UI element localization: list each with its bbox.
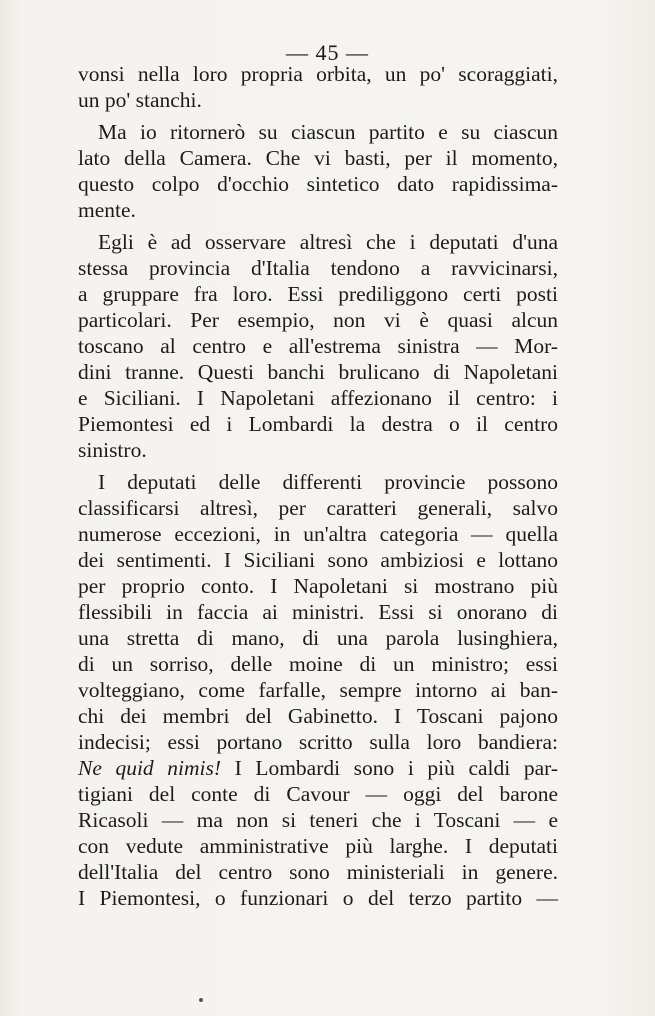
text-line: particolari. Per esempio, non vi è quasi alcun: [78, 308, 558, 332]
text-line: classificarsi altresì, per caratteri generali, salvo: [78, 496, 558, 520]
text-line: questo colpo d'occhio sintetico dato rapidissima-: [78, 172, 558, 196]
body-text: [78, 61, 558, 911]
text-line: dini tranne. Questi banchi brulicano di Napoletani: [78, 360, 558, 384]
text-line: chi dei membri del Gabinetto. I Toscani pajono: [78, 704, 558, 728]
text-line: Ma io ritornerò su ciascun partito e su ciascun: [98, 120, 558, 144]
text-line: e Siciliani. I Napoletani affezionano il centro: i: [78, 386, 558, 410]
text-line: Ricasoli — ma non si teneri che i Toscani — e: [78, 808, 558, 832]
text-line: numerose eccezioni, in un'altra categoria — quella: [78, 522, 558, 546]
text-line: volteggiano, come farfalle, sempre intorno ai ban-: [78, 678, 558, 702]
text-line: di un sorriso, delle moine di un ministro; essi: [78, 652, 558, 676]
text-line: dei sentimenti. I Siciliani sono ambiziosi e lottano: [78, 548, 558, 572]
text-line: un po' stanchi.: [78, 88, 202, 112]
text-line: sinistro.: [78, 438, 147, 462]
paragraph: [78, 61, 558, 113]
text-line: Egli è ad osservare altresì che i deputati d'una: [98, 230, 558, 254]
paragraph: [78, 119, 558, 223]
text-line: tigiani del conte di Cavour — oggi del barone: [78, 782, 558, 806]
text-line: mente.: [78, 198, 136, 222]
text-line: lato della Camera. Che vi basti, per il momento,: [78, 146, 558, 170]
text-line: stessa provincia d'Italia tendono a ravvicinarsi,: [78, 256, 558, 280]
ink-speck: [199, 998, 203, 1002]
text-line: I deputati delle differenti provincie possono: [98, 470, 558, 494]
text-line: vonsi nella loro propria orbita, un po' scoraggiati,: [78, 62, 558, 86]
text-line: Piemontesi ed i Lombardi la destra o il centro: [78, 412, 558, 436]
text-line: dell'Italia del centro sono ministeriali in genere.: [78, 860, 558, 884]
text-line: a gruppare fra loro. Essi prediliggono certi posti: [78, 282, 558, 306]
latin-motto: Ne quid nimis!: [78, 756, 222, 780]
text-line: I Piemontesi, o funzionari o del terzo partito —: [78, 886, 558, 910]
text-line-with-italic: [78, 755, 558, 781]
text-line: toscano al centro e all'estrema sinistra — Mor-: [78, 334, 558, 358]
text-line: una stretta di mano, di una parola lusinghiera,: [78, 626, 558, 650]
text-line: con vedute amministrative più larghe. I deputati: [78, 834, 558, 858]
paragraph: [78, 229, 558, 463]
page-number: — 45 —: [286, 40, 369, 65]
text-line: per proprio conto. I Napoletani si mostrano più: [78, 574, 558, 598]
text-line: flessibili in faccia ai ministri. Essi si onorano di: [78, 600, 558, 624]
paragraph: [78, 469, 558, 911]
text-line-rest: I Lombardi sono i più caldi par-: [221, 756, 558, 780]
text-line: indecisi; essi portano scritto sulla loro bandiera:: [78, 730, 558, 754]
